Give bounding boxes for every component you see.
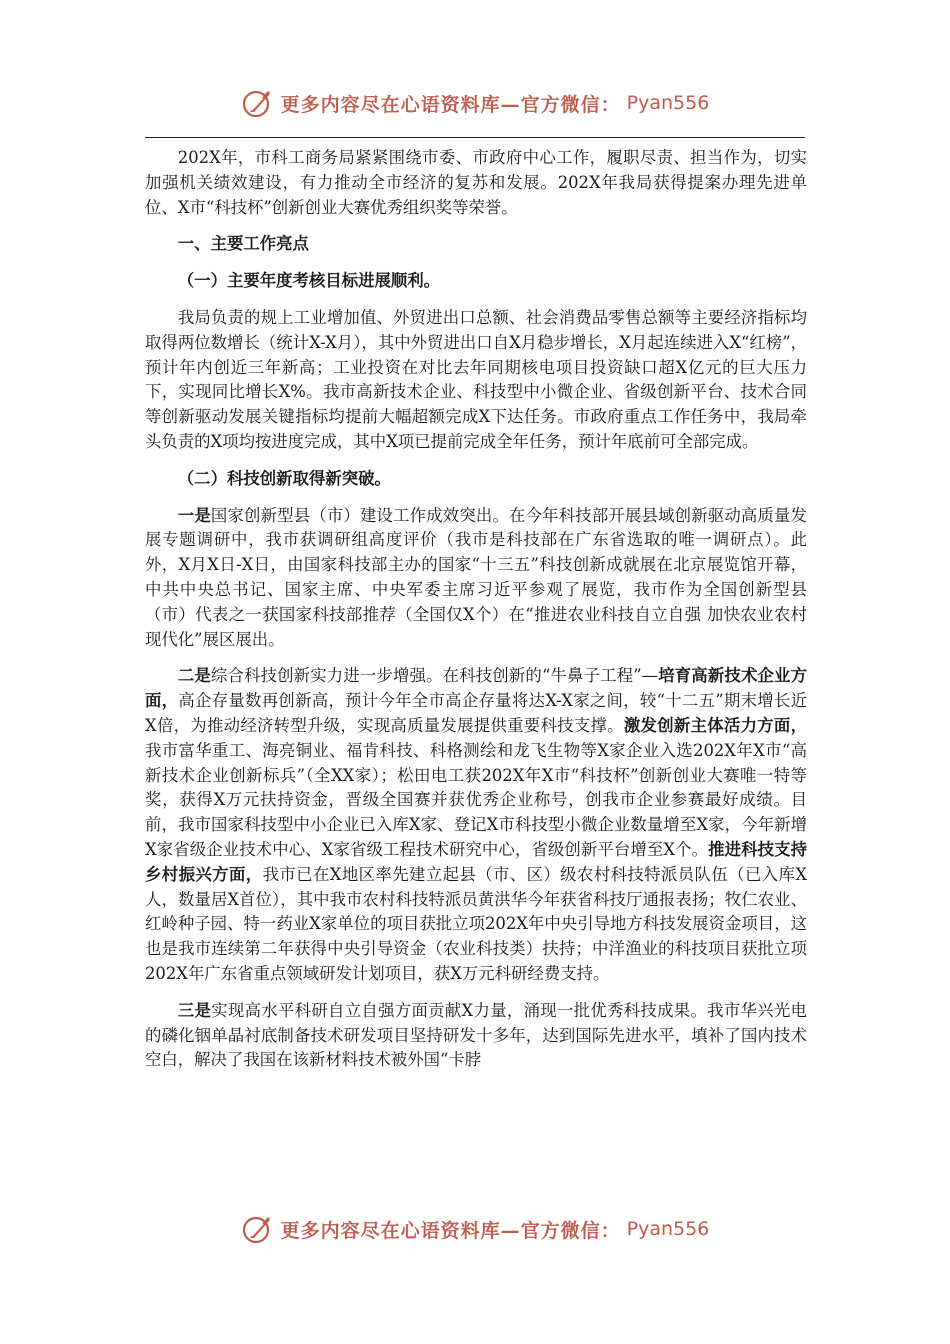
footer-banner bbox=[0, 1204, 950, 1254]
paragraph-third bbox=[145, 999, 807, 1073]
paragraph-second-c: 高企存量数再创新高，预计今年全市高企存量将达X-X家之间，较“十二五”期末增长近X倍，为推动经济转型升级，实现高质量发展提供重要科技支撑。 bbox=[145, 691, 808, 735]
banner-text: 更多内容尽在心语资料库—官方微信： bbox=[280, 1219, 621, 1242]
lead-second: 二是 bbox=[177, 666, 211, 686]
bold-phrase-2: 激发创新主体活力方面， bbox=[623, 715, 808, 735]
header-banner bbox=[0, 78, 950, 128]
paragraph-second-a: 综合科技创新实力进一步增强。在科技创新的“牛鼻子工程”— bbox=[210, 666, 659, 686]
wechat-id: Pyan556 bbox=[626, 1218, 710, 1240]
wechat-id: Pyan556 bbox=[626, 92, 710, 114]
bold-phrase-1: 培育高新技术企业方面， bbox=[145, 666, 808, 711]
paragraph-third-text: 实现高水平科研自立自强方面贡献X力量，涌现一批优秀科技成果。我市华兴光电的磷化铟单晶衬底制备技术研发项目坚持研发十多年，达到国际先进水平，填补了国内技术空白，解决了我国在该新材料技术被外国“卡脖 bbox=[145, 1000, 808, 1070]
paragraph-first-text: 国家创新型县（市）建设工作成效突出。在今年科技部开展县域创新驱动高质量发展专题调研中，我市获调研组高度评价（我市是科技部在广东省选取的唯一调研点）。此外，X月X日-X日，由国家科技部主办的国家“十三五”科技创新成就展在北京展览馆开幕，中共中央总书记、国家主席、中央军委主席习近平参观了展览，我市作为全国创新型县（市）代表之一获国家科技部推荐（全国仅X个）在“推进农业科技自立自强 加快农业农村现代化”展区展出。 bbox=[145, 505, 807, 649]
document-body bbox=[145, 146, 807, 1073]
bold-phrase-3: 推进科技支持乡村振兴方面， bbox=[145, 839, 808, 884]
paragraph-first bbox=[145, 504, 807, 653]
paragraph-second-e: 我市已在X地区率先建立起县（市、区）级农村科技特派员队伍（已入库X人，数量居X首位），其中我市农村科技特派员黄洪华今年获省科技厅通报表扬；牧仁农业、红岭种子园、特一药业X家单位的项目获批立项202X年中央引导地方科技发展资金项目，这也是我市连续第二年获得中央引导资金（农业科技类）扶持；中洋渔业的科技项目获批立项202X年广东省重点领域研发计划项目，获X万元科研经费支持。 bbox=[145, 864, 807, 983]
banner-text: 更多内容尽在心语资料库—官方微信： bbox=[280, 93, 621, 116]
lead-first: 一是 bbox=[177, 505, 211, 525]
paragraph-targets: 我局负责的规上工业增加值、外贸进出口总额、社会消费品零售总额等主要经济指标均取得两位数增长（统计X-X月），其中外贸进出口自X月稳步增长，X月起连续进入X“红榜”，预计年内创近三年新高；工业投资在对比去年同期核电项目投资缺口超X亿元的巨大压力下，实现同比增长X%。我市高新技术企业、科技型中小微企业、省级创新平台、技术合同等创新驱动发展关键指标均提前大幅超额完成X下达任务。市政府重点工作任务中，我局牵头负责的X项均按进度完成，其中X项已提前完成全年任务，预计年底前可全部完成。 bbox=[145, 307, 807, 451]
subsection-heading-1: （一）主要年度考核目标进展顺利。 bbox=[177, 271, 441, 291]
subsection-heading-2: （二）科技创新取得新突破。 bbox=[177, 468, 391, 488]
intro-paragraph: 202X年，市科工商务局紧紧围绕市委、市政府中心工作，履职尽责、担当作为，切实加强机关绩效建设，有力推动全市经济的复苏和发展。202X年我局获得提案办理先进单位、X市“科技杯”创新创业大赛优秀组织奖等荣誉。 bbox=[145, 148, 807, 217]
paragraph-second-d: 我市富华重工、海亮铜业、福肯科技、科格测绘和龙飞生物等X家企业入选202X年X市“高新技术企业创新标兵”（全XX家）；松田电工获202X年X市“科技杯”创新创业大赛唯一特等奖，获得X万元扶持资金，晋级全国赛并获优秀企业称号，创我市企业参赛最好成绩。目前，我市国家科技型中小企业已入库X家、登记X市科技型小微企业数量增至X家，今年新增X家省级企业技术中心、X家省级工程技术研究中心，省级创新平台增至X个。 bbox=[145, 740, 807, 859]
paragraph-second bbox=[145, 664, 807, 986]
quill-logo-icon bbox=[241, 86, 275, 120]
section-heading-1: 一、主要工作亮点 bbox=[177, 234, 309, 254]
lead-third: 三是 bbox=[177, 1000, 212, 1020]
quill-logo-icon bbox=[241, 1212, 275, 1246]
header-divider bbox=[145, 137, 805, 138]
